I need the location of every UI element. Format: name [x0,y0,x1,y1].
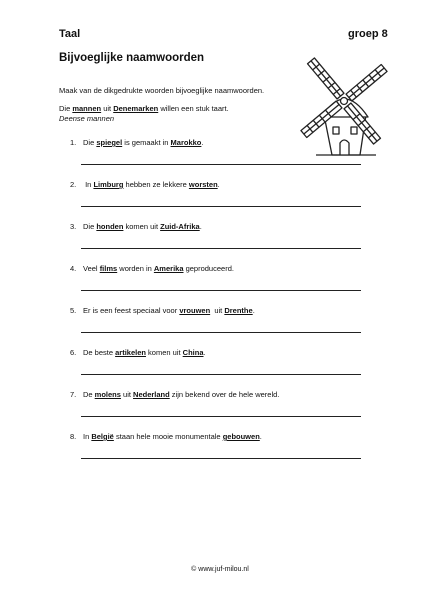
question-1 [70,138,203,147]
answer-line-2[interactable] [81,206,361,207]
question-text: komen uit [145,348,183,357]
question-keyword: worsten [188,180,218,189]
question-keyword: artikelen [115,348,146,357]
answer-line-4[interactable] [81,290,361,291]
question-6 [70,348,206,357]
question-number: 6. [70,348,77,357]
group-label: groep 8 [348,28,388,40]
question-number: 7. [70,390,77,399]
question-text: hebben ze lekkere [123,180,189,189]
question-text: . [259,432,262,441]
question-number: 2. [70,180,77,189]
windmill-icon [294,47,394,159]
question-number: 1. [70,138,77,147]
question-text: In [83,180,94,189]
question-5 [70,306,255,315]
question-keyword: films [99,264,118,273]
question-keyword: België [91,432,114,441]
question-2 [70,180,220,189]
question-keyword: honden [96,222,124,231]
question-text: komen uit [123,222,161,231]
question-number: 5. [70,306,77,315]
question-text: De beste [83,348,116,357]
answer-line-6[interactable] [81,374,361,375]
question-text: Er is een feest speciaal voor [83,306,180,315]
question-keyword: Marokko [170,138,202,147]
question-text: is gemaakt in [122,138,171,147]
worksheet-title: Bijvoeglijke naamwoorden [59,52,205,64]
question-text: . [201,138,204,147]
question-keyword: Amerika [153,264,184,273]
question-keyword: gebouwen [222,432,260,441]
question-keyword: vrouwen [179,306,211,315]
question-keyword: China [182,348,204,357]
question-text: . [252,306,255,315]
question-keyword: molens [94,390,121,399]
example-sentence [59,104,229,114]
subject-label: Taal [59,28,81,40]
footer-copyright: © www.juf-milou.nl [191,566,249,573]
answer-line-8[interactable] [81,458,361,459]
question-text: . [203,348,206,357]
answer-line-3[interactable] [81,248,361,249]
question-number: 8. [70,432,77,441]
answer-line-7[interactable] [81,416,361,417]
question-text: In [83,432,92,441]
answer-line-1[interactable] [81,164,361,165]
instruction-text: Maak van de dikgedrukte woorden bijvoeglijke naamwoorden. [59,86,265,95]
question-text: De [83,390,95,399]
example-text: Die [59,104,73,113]
question-keyword: Limburg [93,180,124,189]
example-text: uit [101,104,114,113]
question-text: zijn bekend over de hele wereld. [169,390,280,399]
question-text: . [199,222,202,231]
example-keyword: mannen [72,104,102,113]
question-keyword: Nederland [133,390,170,399]
question-text: geproduceerd. [183,264,234,273]
question-text: worden in [117,264,154,273]
question-keyword: Zuid-Afrika [160,222,200,231]
question-text: staan hele mooie monumentale [113,432,223,441]
question-8 [70,432,262,441]
question-7 [70,390,279,399]
question-text: uit [210,306,225,315]
question-text: uit [120,390,134,399]
example-text: willen een stuk taart. [158,104,229,113]
question-text: Die [83,138,97,147]
question-text: Veel [83,264,100,273]
example-keyword: Denemarken [113,104,159,113]
example-answer: Deense mannen [59,114,115,123]
question-text: . [217,180,220,189]
answer-line-5[interactable] [81,332,361,333]
question-text: Die [83,222,97,231]
question-number: 3. [70,222,77,231]
question-4 [70,264,234,273]
question-3 [70,222,202,231]
question-keyword: spiegel [96,138,123,147]
question-keyword: Drenthe [224,306,253,315]
question-number: 4. [70,264,77,273]
